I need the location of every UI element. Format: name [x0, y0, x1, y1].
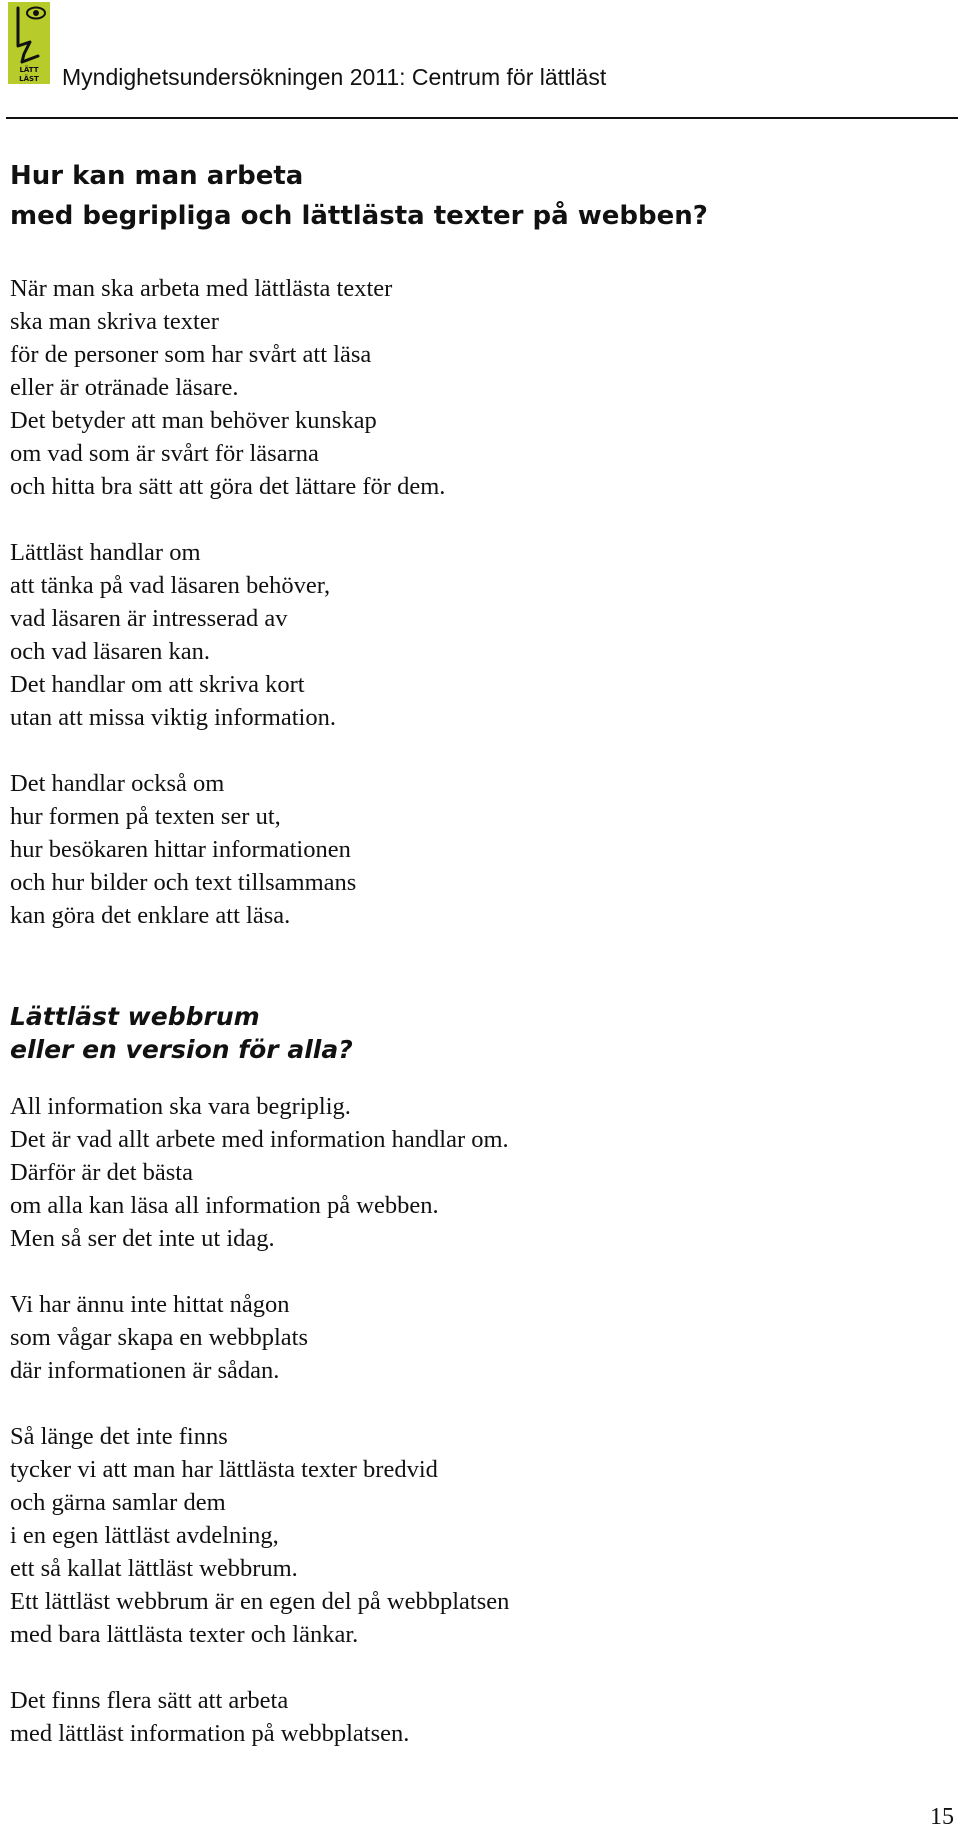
text-line: och hur bilder och text tillsammans: [10, 869, 357, 896]
text-line: All information ska vara begriplig.: [10, 1093, 351, 1120]
document-header-title: Myndighetsundersökningen 2011: Centrum för lättläst: [62, 64, 607, 90]
text-line: hur formen på texten ser ut,: [10, 803, 281, 830]
text-line: Det handlar också om: [10, 770, 225, 797]
lattlast-logo-icon: [8, 2, 50, 84]
text-line: hur besökaren hittar informationen: [10, 836, 351, 863]
text-line: om vad som är svårt för läsarna: [10, 440, 319, 467]
text-line: om alla kan läsa all information på webben.: [10, 1192, 439, 1219]
page-header: [0, 0, 960, 122]
text-line: Därför är det bästa: [10, 1159, 193, 1186]
main-heading-line: med begripliga och lättlästa texter på webben?: [10, 201, 708, 231]
page-content: [10, 156, 910, 1783]
text-line: Det handlar om att skriva kort: [10, 671, 305, 698]
text-line: och vad läsaren kan.: [10, 638, 210, 665]
text-line: Det är vad allt arbete med information handlar om.: [10, 1126, 509, 1153]
text-line: vad läsaren är intresserad av: [10, 605, 288, 632]
main-heading-line: Hur kan man arbeta: [10, 161, 304, 191]
sub-heading: [10, 1000, 910, 1066]
paragraph: [10, 1420, 910, 1651]
text-line: Men så ser det inte ut idag.: [10, 1225, 275, 1252]
text-line: Så länge det inte finns: [10, 1423, 228, 1450]
paragraph: [10, 1684, 910, 1750]
main-heading: [10, 156, 910, 236]
text-line: Ett lättläst webbrum är en egen del på webbplatsen: [10, 1588, 510, 1615]
text-line: och hitta bra sätt att göra det lättare för dem.: [10, 473, 446, 500]
svg-text:LÄTT: LÄTT: [19, 66, 39, 74]
header-divider: [6, 117, 958, 119]
text-line: att tänka på vad läsaren behöver,: [10, 572, 331, 599]
svg-text:LÄST: LÄST: [19, 75, 39, 83]
text-line: i en egen lättläst avdelning,: [10, 1522, 279, 1549]
text-line: och gärna samlar dem: [10, 1489, 226, 1516]
lattlast-logo: [8, 2, 50, 84]
text-line: med lättläst information på webbplatsen.: [10, 1720, 410, 1747]
paragraph: [10, 536, 910, 734]
text-line: När man ska arbeta med lättlästa texter: [10, 275, 393, 302]
paragraph: [10, 1090, 910, 1255]
text-line: Lättläst handlar om: [10, 539, 201, 566]
text-line: eller är otränade läsare.: [10, 374, 239, 401]
sub-heading-line: Lättläst webbrum: [10, 1002, 260, 1031]
text-line: Vi har ännu inte hittat någon: [10, 1291, 290, 1318]
text-line: som vågar skapa en webbplats: [10, 1324, 308, 1351]
text-line: Det finns flera sätt att arbeta: [10, 1687, 289, 1714]
text-line: med bara lättlästa texter och länkar.: [10, 1621, 359, 1648]
text-line: kan göra det enklare att läsa.: [10, 902, 291, 929]
text-line: ska man skriva texter: [10, 308, 219, 335]
text-line: tycker vi att man har lättlästa texter bredvid: [10, 1456, 438, 1483]
paragraph: [10, 1288, 910, 1387]
text-line: Det betyder att man behöver kunskap: [10, 407, 377, 434]
page-number: 15: [930, 1804, 954, 1830]
text-line: utan att missa viktig information.: [10, 704, 336, 731]
paragraph: [10, 767, 910, 932]
sub-heading-line: eller en version för alla?: [10, 1035, 353, 1064]
paragraph: [10, 272, 910, 503]
text-line: för de personer som har svårt att läsa: [10, 341, 372, 368]
text-line: ett så kallat lättläst webbrum.: [10, 1555, 298, 1582]
text-line: där informationen är sådan.: [10, 1357, 280, 1384]
